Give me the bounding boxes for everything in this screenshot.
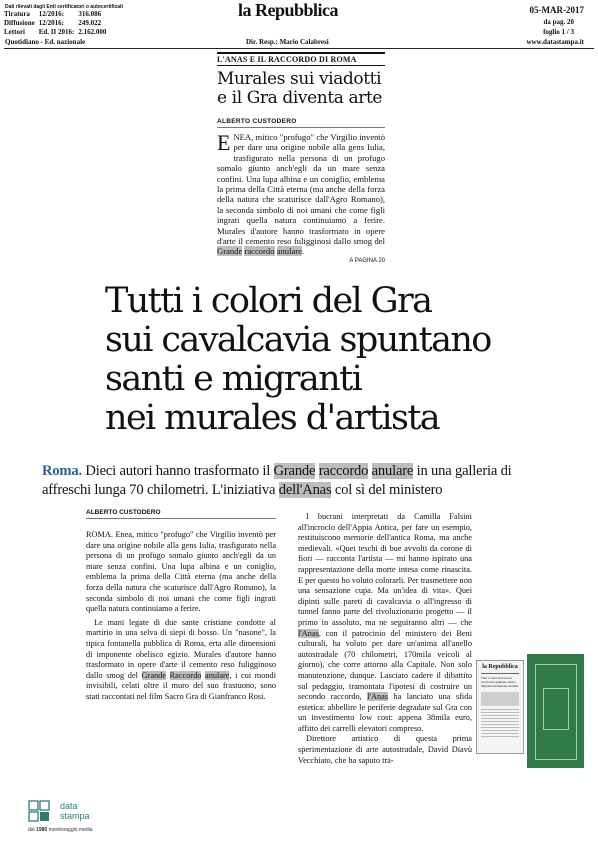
edition-label: Quotidiano - Ed. nazionale bbox=[5, 38, 86, 46]
logo-line2: stampa bbox=[60, 811, 90, 821]
highlight: Grande bbox=[141, 670, 166, 680]
highlight: Raccordo bbox=[169, 670, 202, 680]
front-page-thumbnail bbox=[476, 660, 524, 754]
paragraph: Direttore artistico di questa prima sperimentazione di arte autostradale, David Diavù Vecchiato, che ha saputo tra- bbox=[298, 734, 472, 765]
headline-line1: Tutti i colori del Gra bbox=[105, 281, 432, 321]
date-label: 05-MAR-2017 bbox=[529, 5, 584, 15]
dropcap: E bbox=[217, 130, 231, 155]
summary-place: Roma. bbox=[42, 463, 82, 479]
headline bbox=[105, 282, 585, 438]
article-byline: ALBERTO CUSTODERO bbox=[86, 509, 276, 519]
thumbnail-masthead: la Repubblica bbox=[482, 664, 518, 670]
certification-note: Dati rilevati dagli Enti certificatori o autocertificati bbox=[5, 4, 124, 10]
highlight: raccordo bbox=[244, 246, 275, 257]
highlight: anulare bbox=[371, 463, 414, 479]
director-label: Dir. Resp.: Mario Calabresi bbox=[246, 38, 329, 46]
header-divider bbox=[4, 48, 594, 49]
highlight: raccordo bbox=[318, 463, 369, 479]
monitoring-tagline: dal 1980 monitoraggio media bbox=[28, 827, 93, 833]
highlight: Grande bbox=[273, 463, 316, 479]
snippet-title-line2: e il Gra diventa arte bbox=[217, 88, 383, 108]
masthead-logo: la Repubblica bbox=[238, 0, 339, 20]
highlight: l'Anas bbox=[298, 628, 319, 638]
thumbnail-headline: Tutti i colori del Gra sui cavalcavia spuntano santi e migranti nei murales d'artista bbox=[481, 676, 519, 688]
snippet-title-line1: Murales sui viadotti bbox=[217, 69, 382, 89]
circulation-stats bbox=[4, 10, 110, 37]
article-photo bbox=[527, 654, 584, 768]
highlight: anulare bbox=[276, 246, 302, 257]
article-column-1 bbox=[86, 530, 276, 703]
paragraph: I bucrani interpretati da Camilla Falsini all'incrocio dell'Appia Antica, per fare un esempio, restituiscono memorie dell'antica Roma, ma anche medievali. «Quei teschi di bue avvolti da corone di fiori — racconta l'artista — mi hanno ispirato una rappresentazione della morte intesa come rinascita. E per questo ho voluto colorarli. Per trasmettere non una sensazione cupa. Ma un'idea di vita». Quei dipinti sulle pareti di cavalcavia o all'ingresso di tunnel fanno parte del rivoluzionario progetto — il primo in assoluto, ma ne seguiranno altri — che l'Anas, con il patrocinio del ministero dei Beni culturali, ha voluto per dare un'anima all'anello autostradale (70 chilometri, 170mila veicoli al giorno), che corre attorno alla Capitale. Non solo manutenzione, dunque. Lasciato cadere il dibattito sul pedaggio, tramontata l'ipotesi di costruire un secondo raccordo, l'Anas ha lanciato una sfida estetica: abbellire le periferie degradate sul Gra con un investimento low cost: appena 38mila euro, affitto dei carrelli elevatori compreso. bbox=[298, 512, 473, 733]
snippet-byline: ALBERTO CUSTODERO bbox=[217, 118, 385, 128]
front-snippet bbox=[217, 52, 385, 264]
headline-line3: santi e migranti bbox=[105, 359, 362, 399]
stat-row: Lettori Ed. II 2016: 2.162.000 bbox=[4, 28, 107, 36]
highlight: Grande bbox=[217, 246, 243, 257]
stat-row: Diffusione 12/2016: 249.022 bbox=[4, 19, 102, 27]
highlight: dell'Anas bbox=[278, 482, 332, 498]
page-ref: da pag. 20 bbox=[543, 18, 574, 26]
datastampa-icon bbox=[28, 800, 50, 822]
summary: Roma. Dieci autori hanno trasformato il Grande raccordo anulare in una galleria di affreschi lunga 70 chilometri. L'iniziativa dell'Anas col sì del ministero bbox=[42, 463, 512, 498]
highlight: l'Anas bbox=[367, 692, 389, 702]
snippet-kicker: L'ANAS E IL RACCORDO DI ROMA bbox=[217, 52, 385, 66]
article-column-2 bbox=[298, 512, 472, 766]
logo-line1: data bbox=[60, 801, 78, 811]
stat-row: Tiratura 12/2016: 316.086 bbox=[4, 10, 102, 18]
paragraph: Le mani legate di due sante cristiane condotte al martirio in una selva di siepi di bosso. Un "nasone", la tipica fontanella pubblica di Roma, erta alle dimensioni di imponente obelisco egizio. Murales d'autore hanno trasformato in opere d'arte il cemento reso fuligginoso dallo smog del Grande Raccordo anulare, i cui mondi invisibili, celati oltre il muro del suo frastuono, sono stati raccontati nel film Sacro Gra di Gianfranco Rosi. bbox=[86, 617, 277, 701]
highlight: anulare bbox=[205, 670, 230, 680]
website-link[interactable]: www.datastampa.it bbox=[526, 38, 584, 46]
snippet-body: ENEA, mitico "profugo" che Virgilio inventò per dare una origine nobile alla gens Iulia, trasfigurato nella persona di un profugo somalo giunto anch'egli da un mare senza confini. Una lupa albina e un coniglio, emblema la prima della Città eterna (ma anche della forza della natura che scaturisce dall'Agro Romano), la seconda simbolo di noi umani che come figli ingrati quella natura continuiamo a ferire. Murales d'autore hanno trasformato in opere d'arte il cemento reso fuligginosi dallo smog del Grande raccordo anulare. bbox=[217, 130, 385, 257]
page-link[interactable]: A PAGINA 20 bbox=[349, 257, 385, 264]
headline-line4: nei murales d'artista bbox=[105, 398, 440, 438]
sheet-label: foglio 1 / 3 bbox=[543, 28, 574, 36]
headline-line2: sui cavalcavia spuntano bbox=[105, 320, 491, 360]
paragraph: ROMA. Enea, mitico "profugo" che Virgilio inventò per dare una origine nobile alla gens Iulia, trasfigurato nella persona di un profugo somalo giunto anch'egli da un mare senza confini. Una lupa albina e un coniglio, emblema la prima della Città eterna (ma anche della forza della natura che scaturisce dall'Agro Romano), la seconda simbolo di noi umani che come figli ingrati quella natura continuiamo a ferire. bbox=[86, 530, 276, 614]
